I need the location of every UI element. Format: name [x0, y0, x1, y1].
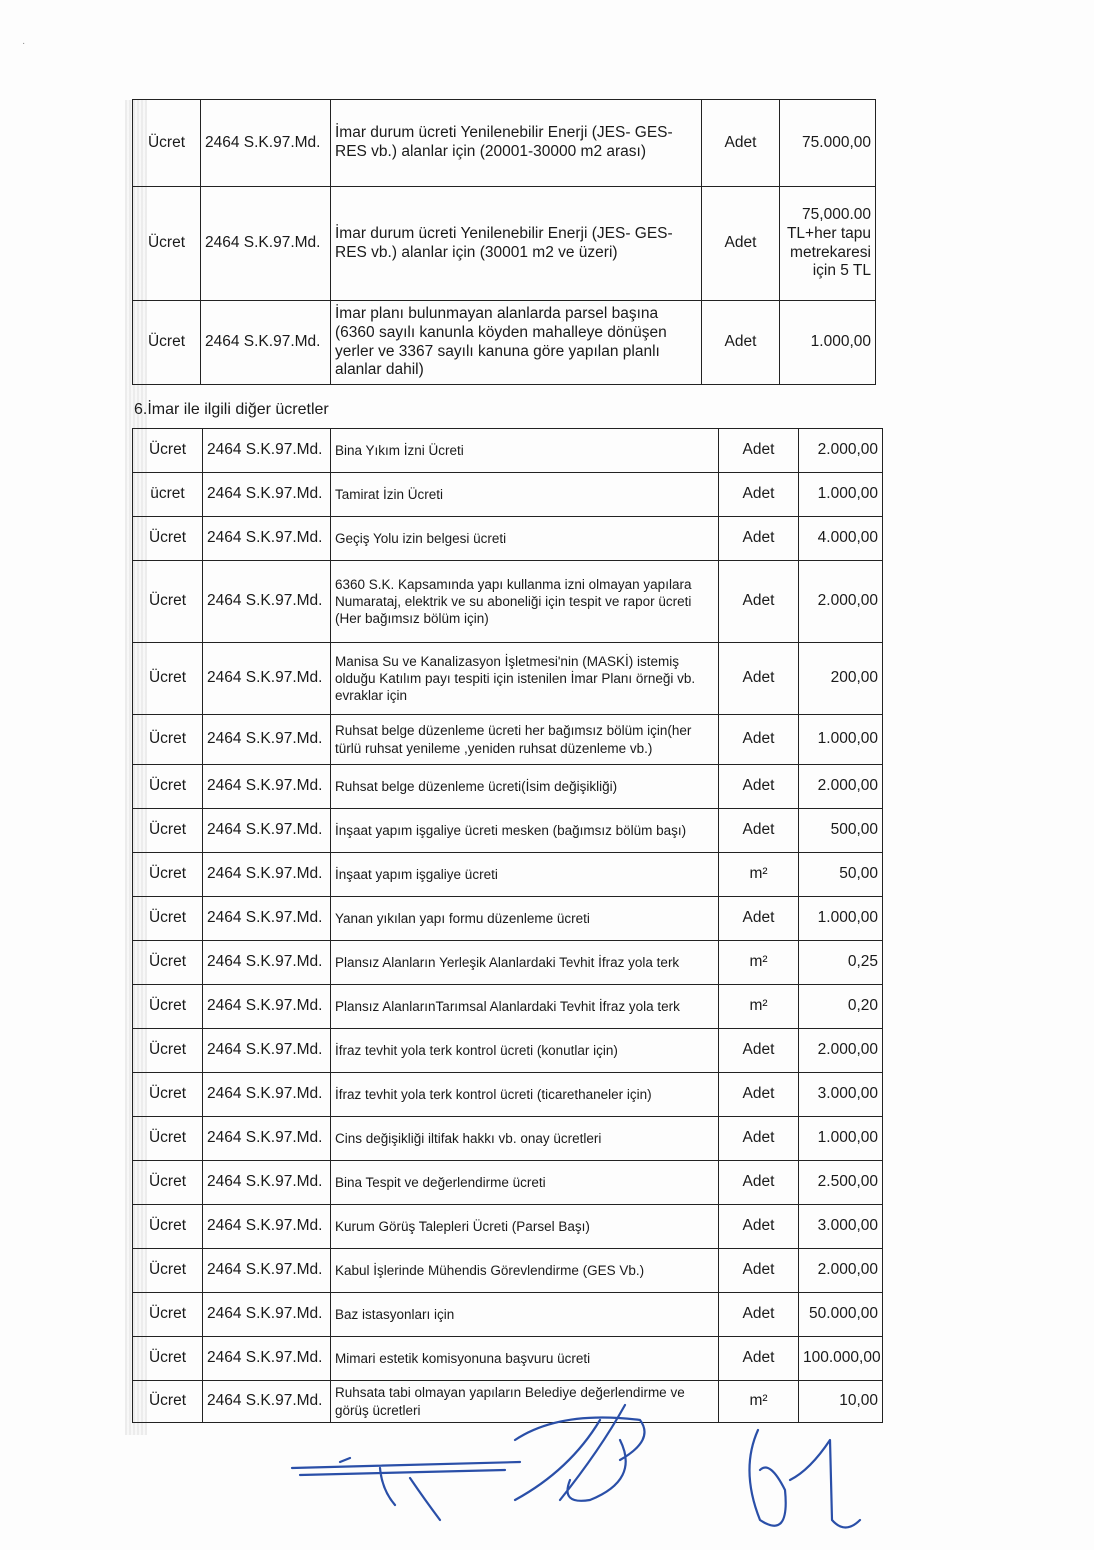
- unit-cell: Adet: [719, 765, 799, 809]
- fee-description-cell: Plansız Alanların Yerleşik Alanlardaki Tevhit İfraz yola terk: [331, 941, 719, 985]
- fee-type-cell: Ücret: [133, 1117, 203, 1161]
- unit-cell: Adet: [719, 1293, 799, 1337]
- price-cell: 1.000,00: [799, 897, 883, 941]
- fee-description-cell: İfraz tevhit yola terk kontrol ücreti (konutlar için): [331, 1029, 719, 1073]
- unit-cell: Adet: [702, 100, 780, 187]
- fee-description-cell: 6360 S.K. Kapsamında yapı kullanma izni olmayan yapılara Numarataj, elektrik ve su aboneliği için tespit ve rapor ücreti (Her bağımsız bölüm için): [331, 561, 719, 643]
- unit-cell: Adet: [719, 473, 799, 517]
- table-row: [133, 853, 883, 897]
- legal-basis-cell: 2464 S.K.97.Md.: [203, 561, 331, 643]
- unit-cell: Adet: [719, 1205, 799, 1249]
- legal-basis-cell: 2464 S.K.97.Md.: [203, 1161, 331, 1205]
- unit-cell: Adet: [719, 715, 799, 765]
- fee-type-cell: Ücret: [133, 187, 201, 301]
- unit-cell: m²: [719, 1381, 799, 1423]
- legal-basis-cell: 2464 S.K.97.Md.: [203, 1249, 331, 1293]
- fee-type-cell: Ücret: [133, 100, 201, 187]
- fee-type-cell: Ücret: [133, 715, 203, 765]
- fee-type-cell: ücret: [133, 473, 203, 517]
- legal-basis-cell: 2464 S.K.97.Md.: [203, 715, 331, 765]
- fee-type-cell: Ücret: [133, 301, 201, 385]
- scan-speck: ·: [22, 38, 26, 49]
- unit-cell: Adet: [719, 1073, 799, 1117]
- fee-type-cell: Ücret: [133, 809, 203, 853]
- fee-description-cell: Tamirat İzin Ücreti: [331, 473, 719, 517]
- price-cell: 1.000,00: [799, 715, 883, 765]
- fee-description-cell: Ruhsat belge düzenleme ücreti(İsim değişikliği): [331, 765, 719, 809]
- price-cell: 1.000,00: [780, 301, 876, 385]
- fee-description-cell: Plansız AlanlarınTarımsal Alanlardaki Tevhit İfraz yola terk: [331, 985, 719, 1029]
- fee-description-cell: Baz istasyonları için: [331, 1293, 719, 1337]
- table-row: [133, 301, 876, 385]
- unit-cell: Adet: [719, 1337, 799, 1381]
- legal-basis-cell: 2464 S.K.97.Md.: [203, 765, 331, 809]
- legal-basis-cell: 2464 S.K.97.Md.: [203, 1337, 331, 1381]
- price-cell: 4.000,00: [799, 517, 883, 561]
- legal-basis-cell: 2464 S.K.97.Md.: [203, 429, 331, 473]
- fee-type-cell: Ücret: [133, 561, 203, 643]
- price-cell: 200,00: [799, 643, 883, 715]
- table-row: [133, 1073, 883, 1117]
- price-cell: 2.000,00: [799, 765, 883, 809]
- price-cell: 3.000,00: [799, 1073, 883, 1117]
- fee-type-cell: Ücret: [133, 1205, 203, 1249]
- fee-type-cell: Ücret: [133, 853, 203, 897]
- legal-basis-cell: 2464 S.K.97.Md.: [203, 1073, 331, 1117]
- fee-description-cell: Bina Yıkım İzni Ücreti: [331, 429, 719, 473]
- fee-description-cell: Bina Tespit ve değerlendirme ücreti: [331, 1161, 719, 1205]
- table-row: [133, 809, 883, 853]
- table-row: [133, 1293, 883, 1337]
- price-cell: 0,25: [799, 941, 883, 985]
- price-cell: 1.000,00: [799, 473, 883, 517]
- fee-type-cell: Ücret: [133, 1249, 203, 1293]
- unit-cell: m²: [719, 941, 799, 985]
- legal-basis-cell: 2464 S.K.97.Md.: [203, 1381, 331, 1423]
- table-row: [133, 429, 883, 473]
- unit-cell: Adet: [719, 1029, 799, 1073]
- fee-type-cell: Ücret: [133, 1381, 203, 1423]
- price-cell: 500,00: [799, 809, 883, 853]
- price-cell: 2.000,00: [799, 1249, 883, 1293]
- price-cell: 2.000,00: [799, 1029, 883, 1073]
- fee-description-cell: Kabul İşlerinde Mühendis Görevlendirme (GES Vb.): [331, 1249, 719, 1293]
- fee-type-cell: Ücret: [133, 643, 203, 715]
- unit-cell: Adet: [702, 301, 780, 385]
- table-row: [133, 1205, 883, 1249]
- fee-type-cell: Ücret: [133, 1337, 203, 1381]
- unit-cell: Adet: [719, 1161, 799, 1205]
- table-row: [133, 1117, 883, 1161]
- unit-cell: Adet: [719, 809, 799, 853]
- fee-description-cell: İnşaat yapım işgaliye ücreti mesken (bağımsız bölüm başı): [331, 809, 719, 853]
- fee-table-continued: [132, 99, 876, 385]
- table-row: [133, 715, 883, 765]
- fee-type-cell: Ücret: [133, 1073, 203, 1117]
- unit-cell: Adet: [719, 429, 799, 473]
- fee-description-cell: Yanan yıkılan yapı formu düzenleme ücreti: [331, 897, 719, 941]
- fee-description-cell: İnşaat yapım işgaliye ücreti: [331, 853, 719, 897]
- fee-type-cell: Ücret: [133, 941, 203, 985]
- table-row: [133, 100, 876, 187]
- table-row: [133, 561, 883, 643]
- fee-type-cell: Ücret: [133, 1029, 203, 1073]
- fee-type-cell: Ücret: [133, 1161, 203, 1205]
- legal-basis-cell: 2464 S.K.97.Md.: [201, 100, 331, 187]
- price-cell: 50,00: [799, 853, 883, 897]
- legal-basis-cell: 2464 S.K.97.Md.: [201, 301, 331, 385]
- table-row: [133, 1161, 883, 1205]
- table-row: [133, 1249, 883, 1293]
- fee-type-cell: Ücret: [133, 1293, 203, 1337]
- signature-right: [749, 1430, 860, 1528]
- legal-basis-cell: 2464 S.K.97.Md.: [203, 1205, 331, 1249]
- fee-description-cell: Mimari estetik komisyonuna başvuru ücreti: [331, 1337, 719, 1381]
- price-cell: 75.000,00: [780, 100, 876, 187]
- table-row: [133, 765, 883, 809]
- table-row: [133, 187, 876, 301]
- fee-type-cell: Ücret: [133, 765, 203, 809]
- price-cell: 0,20: [799, 985, 883, 1029]
- fee-table-other-fees: [132, 428, 883, 1423]
- fee-description-cell: Ruhsata tabi olmayan yapıların Belediye değerlendirme ve görüş ücretleri: [331, 1381, 719, 1423]
- table-row: [133, 985, 883, 1029]
- table-row: [133, 1029, 883, 1073]
- unit-cell: Adet: [719, 1249, 799, 1293]
- fee-type-cell: Ücret: [133, 897, 203, 941]
- table-row: [133, 643, 883, 715]
- price-cell: 75,000.00 TL+her tapu metrekaresi için 5 TL: [780, 187, 876, 301]
- fee-description-cell: İmar durum ücreti Yenilenebilir Enerji (JES- GES-RES vb.) alanlar için (20001-30000 m2 arası): [331, 100, 702, 187]
- table-row: [133, 941, 883, 985]
- price-cell: 50.000,00: [799, 1293, 883, 1337]
- price-cell: 2.000,00: [799, 429, 883, 473]
- fee-type-cell: Ücret: [133, 429, 203, 473]
- unit-cell: Adet: [719, 517, 799, 561]
- legal-basis-cell: 2464 S.K.97.Md.: [203, 853, 331, 897]
- legal-basis-cell: 2464 S.K.97.Md.: [203, 897, 331, 941]
- fee-description-cell: İmar planı bulunmayan alanlarda parsel başına (6360 sayılı kanunla köyden mahalleye dönüşen yerler ve 3367 sayılı kanuna göre yapılan planlı alanlar dahil): [331, 301, 702, 385]
- legal-basis-cell: 2464 S.K.97.Md.: [203, 473, 331, 517]
- unit-cell: Adet: [719, 1117, 799, 1161]
- price-cell: 2.000,00: [799, 561, 883, 643]
- table-row: [133, 1337, 883, 1381]
- legal-basis-cell: 2464 S.K.97.Md.: [203, 1117, 331, 1161]
- unit-cell: Adet: [719, 643, 799, 715]
- table-row: [133, 897, 883, 941]
- unit-cell: m²: [719, 853, 799, 897]
- legal-basis-cell: 2464 S.K.97.Md.: [203, 1029, 331, 1073]
- legal-basis-cell: 2464 S.K.97.Md.: [203, 517, 331, 561]
- fee-type-cell: Ücret: [133, 517, 203, 561]
- unit-cell: m²: [719, 985, 799, 1029]
- legal-basis-cell: 2464 S.K.97.Md.: [203, 643, 331, 715]
- fee-description-cell: İfraz tevhit yola terk kontrol ücreti (ticarethaneler için): [331, 1073, 719, 1117]
- signature-left: [292, 1458, 520, 1520]
- fee-description-cell: Ruhsat belge düzenleme ücreti her bağımsız bölüm için(her türlü ruhsat yenileme ,yeniden ruhsat düzenleme vb.): [331, 715, 719, 765]
- legal-basis-cell: 2464 S.K.97.Md.: [203, 985, 331, 1029]
- fee-description-cell: Kurum Görüş Talepleri Ücreti (Parsel Başı): [331, 1205, 719, 1249]
- price-cell: 3.000,00: [799, 1205, 883, 1249]
- legal-basis-cell: 2464 S.K.97.Md.: [201, 187, 331, 301]
- table-row: [133, 473, 883, 517]
- unit-cell: Adet: [719, 561, 799, 643]
- unit-cell: Adet: [719, 897, 799, 941]
- fee-type-cell: Ücret: [133, 985, 203, 1029]
- fee-description-cell: Manisa Su ve Kanalizasyon İşletmesi'nin (MASKİ) istemiş olduğu Katılım payı tespiti için istenilen İmar Planı örneği vb. evraklar için: [331, 643, 719, 715]
- fee-description-cell: İmar durum ücreti Yenilenebilir Enerji (JES- GES-RES vb.) alanlar için (30001 m2 ve üzeri): [331, 187, 702, 301]
- fee-description-cell: Geçiş Yolu izin belgesi ücreti: [331, 517, 719, 561]
- section-title: 6.İmar ile ilgili diğer ücretler: [134, 401, 329, 418]
- table-row: [133, 1381, 883, 1423]
- price-cell: 1.000,00: [799, 1117, 883, 1161]
- legal-basis-cell: 2464 S.K.97.Md.: [203, 809, 331, 853]
- price-cell: 100.000,00: [799, 1337, 883, 1381]
- price-cell: 10,00: [799, 1381, 883, 1423]
- unit-cell: Adet: [702, 187, 780, 301]
- price-cell: 2.500,00: [799, 1161, 883, 1205]
- fee-description-cell: Cins değişikliği iltifak hakkı vb. onay ücretleri: [331, 1117, 719, 1161]
- table-row: [133, 517, 883, 561]
- legal-basis-cell: 2464 S.K.97.Md.: [203, 1293, 331, 1337]
- legal-basis-cell: 2464 S.K.97.Md.: [203, 941, 331, 985]
